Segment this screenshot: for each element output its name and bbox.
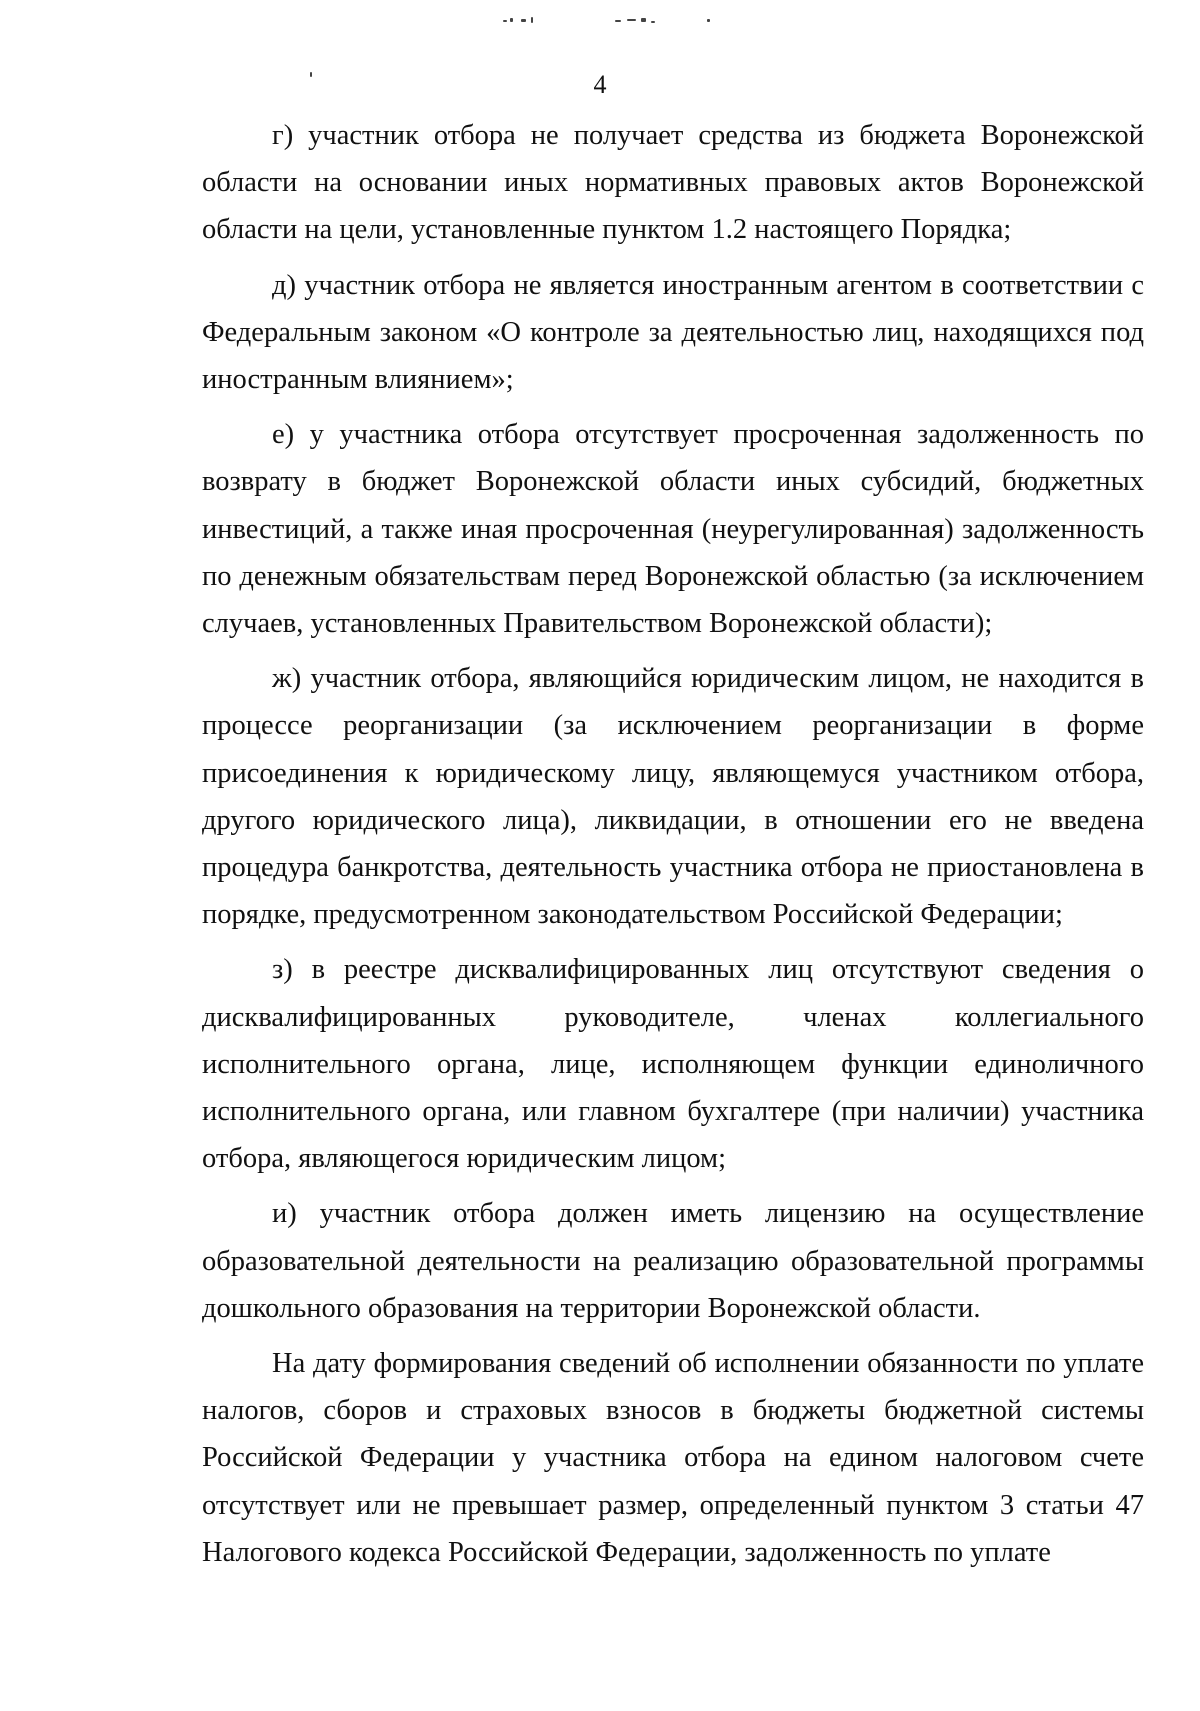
paragraph-item-zh: ж) участник отбора, являющийся юридическим лицом, не находится в процессе реорганизации (за исключением реорганизации в форме присоединения к юридическому лицу, являющемуся участником отбора, другого юридического лица), ликвидации, в отношении его не введена процедура банкротства, деятельность участника отбора не приостановлена в порядке, предусмотренном законодательством Российской Федерации; [202, 663, 1144, 931]
paragraph-tax-debt: На дату формирования сведений об исполнении обязанности по уплате налогов, сборов и страховых взносов в бюджеты бюджетной системы Российской Федерации у участника отбора на едином налоговом счете отсутствует или не превышает размер, определенный пунктом 3 статьи 47 Налогового кодекса Российской Федерации, задолженность по уплате [202, 1348, 1144, 1568]
paragraph-item-i: и) участник отбора должен иметь лицензию на осуществление образовательной деятельности на реализацию образовательной программы дошкольного образования на территории Воронежской области. [202, 1198, 1144, 1324]
paragraph-item-d: д) участник отбора не является иностранным агентом в соответствии с Федеральным законом «О контроле за деятельностью лиц, находящихся под иностранным влиянием»; [202, 269, 1144, 396]
scan-noise-marks [0, 14, 1200, 34]
paragraph-item-e: е) у участника отбора отсутствует просроченная задолженность по возврату в бюджет Воронежской области иных субсидий, бюджетных инвестиций, а также иная просроченная (неурегулированная) задолженность по денежным обязательствам перед Воронежской областью (за исключением случаев, установленных Правительством Воронежской области); [202, 419, 1144, 640]
document-body [202, 112, 1144, 1576]
page-number: 4 [593, 70, 607, 99]
paragraph-item-z: з) в реестре дисквалифицированных лиц отсутствуют сведения о дисквалифицированных руководителе, членах коллегиального исполнительного органа, лице, исполняющем функции единоличного исполнительного органа, или главном бухгалтере (при наличии) участника отбора, являющегося юридическим лицом; [202, 954, 1144, 1175]
paragraph-item-g: г) участник отбора не получает средства из бюджета Воронежской области на основании иных нормативных правовых актов Воронежской области на цели, установленные пунктом 1.2 настоящего Порядка; [202, 120, 1144, 246]
